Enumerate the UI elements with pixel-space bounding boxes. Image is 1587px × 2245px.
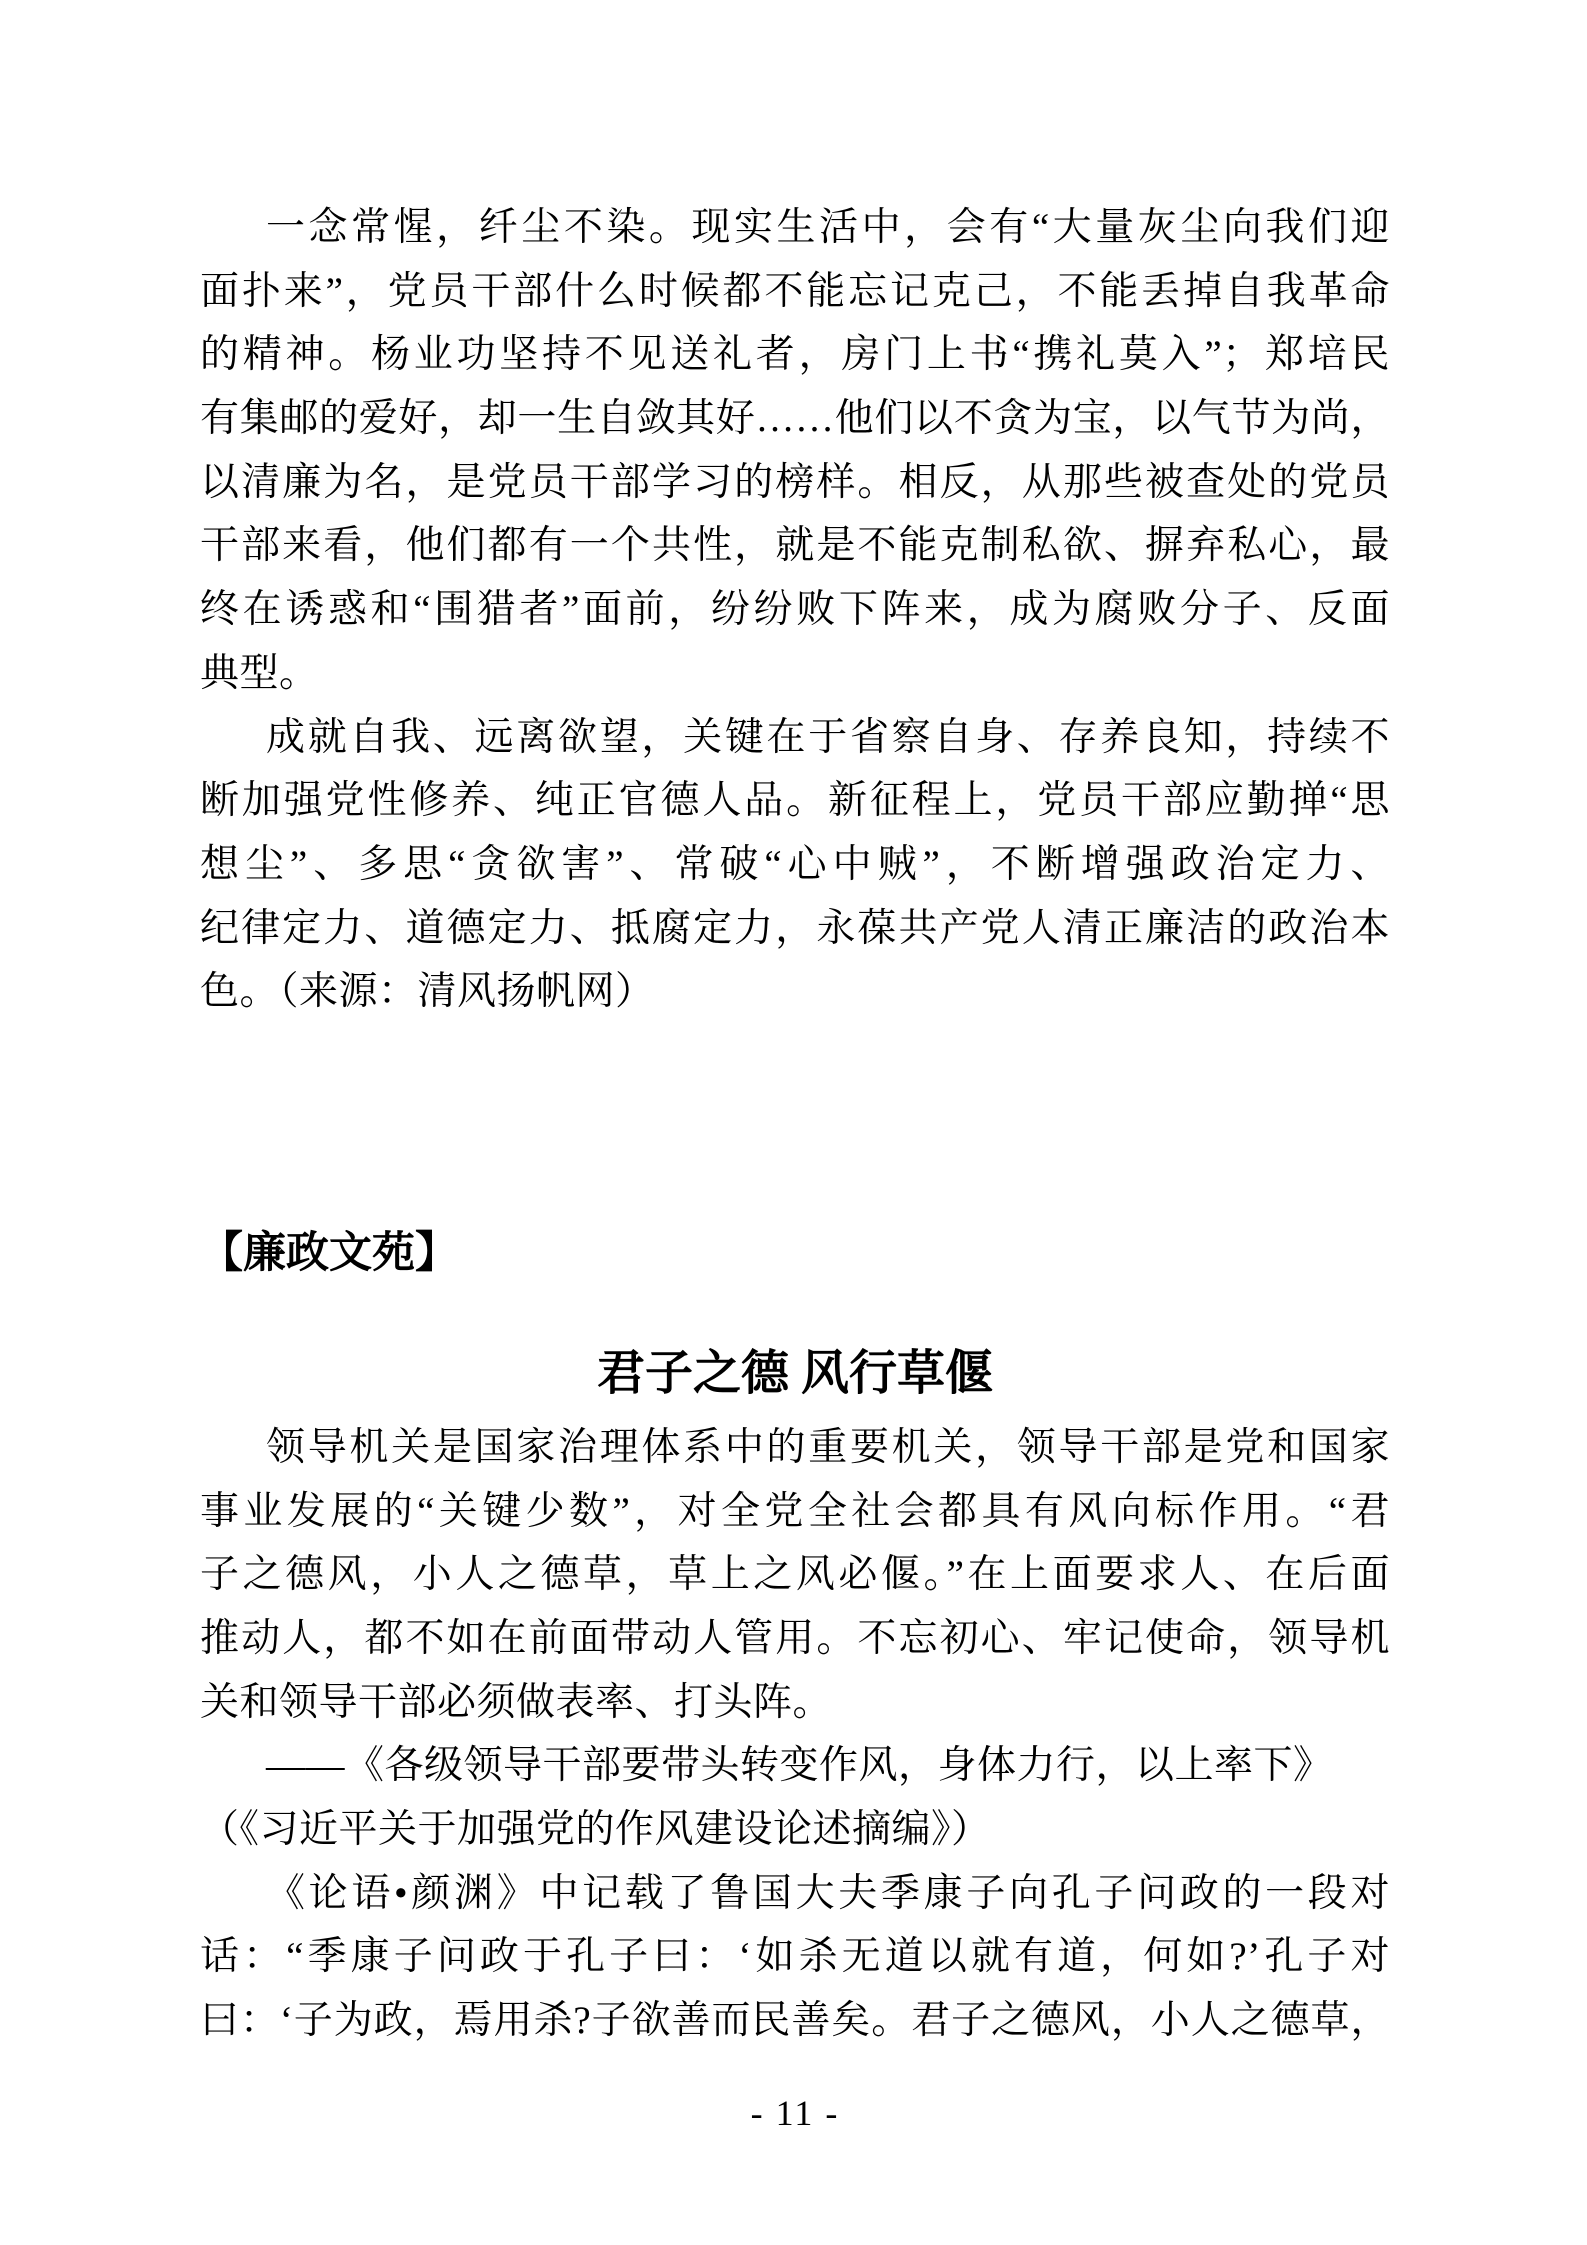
text-line: 以清廉为名，是党员干部学习的榜样。相反，从那些被查处的党员 <box>200 460 1390 504</box>
paragraph <box>200 706 1390 1024</box>
text-line: 事业发展的“关键少数”，对全党全社会都具有风向标作用。“君 <box>200 1489 1390 1533</box>
text-line: 干部来看，他们都有一个共性，就是不能克制私欲、摒弃私心，最 <box>200 524 1390 568</box>
paragraph <box>200 1734 1390 1861</box>
text-line: 断加强党性修养、纯正官德人品。新征程上，党员干部应勤掸“思 <box>200 779 1390 823</box>
text-line: 面扑来”，党员干部什么时候都不能忘记克己，不能丢掉自我革命 <box>200 269 1390 313</box>
text-line: 纪律定力、道德定力、抵腐定力，永葆共产党人清正廉洁的政治本 <box>200 906 1390 950</box>
text-line: 一念常惺，纤尘不染。现实生活中，会有“大量灰尘向我们迎 <box>266 206 1390 249</box>
text-line: 关和领导干部必须做表率、打头阵。 <box>200 1680 833 1724</box>
section-header: 【廉政文苑】 <box>200 1229 458 1277</box>
text-line: 有集邮的爱好，却一生自敛其好……他们以不贪为宝，以气节为尚， <box>200 397 1390 441</box>
text-line: ——《各级领导干部要带头转变作风，身体力行，以上率下》 <box>266 1744 1333 1788</box>
text-line: 领导机关是国家治理体系中的重要机关，领导干部是党和国家 <box>266 1425 1390 1469</box>
text-line: 想尘”、多思“贪欲害”、常破“心中贼”，不断增强政治定力、 <box>200 842 1390 886</box>
text-line: 典型。 <box>200 651 319 695</box>
page-number: - 11 - <box>750 2092 840 2133</box>
paragraph <box>200 1416 1390 1734</box>
text-line: 子之德风，小人之德草，草上之风必偃。”在上面要求人、在后面 <box>200 1553 1390 1597</box>
text-line: 推动人，都不如在前面带动人管用。不忘初心、牢记使命，领导机 <box>200 1617 1390 1660</box>
text-line: （《习近平关于加强党的作风建设论述摘编》） <box>200 1808 991 1852</box>
paragraph <box>200 1862 1390 2053</box>
document-content <box>200 196 1390 2138</box>
text-line: 色。（来源：清风扬帆网） <box>200 970 655 1014</box>
text-line: 的精神。杨业功坚持不见送礼者，房门上书“携礼莫入”；郑培民 <box>200 333 1390 377</box>
article-title: 君子之德 风行草偃 <box>596 1346 993 1400</box>
text-line: 终在诱惑和“围猎者”面前，纷纷败下阵来，成为腐败分子、反面 <box>200 588 1390 632</box>
text-line: 曰：‘子为政，焉用杀?子欲善而民善矣。君子之德风，小人之德草， <box>200 1999 1390 2043</box>
paragraph <box>200 196 1390 706</box>
text-line: 成就自我、远离欲望，关键在于省察自身、存养良知，持续不 <box>266 715 1390 759</box>
text-line: 话：“季康子问政于孔子曰：‘如杀无道以就有道，何如?’孔子对 <box>200 1935 1390 1979</box>
text-line: 《论语•颜渊》中记载了鲁国大夫季康子向孔子问政的一段对 <box>266 1871 1390 1915</box>
